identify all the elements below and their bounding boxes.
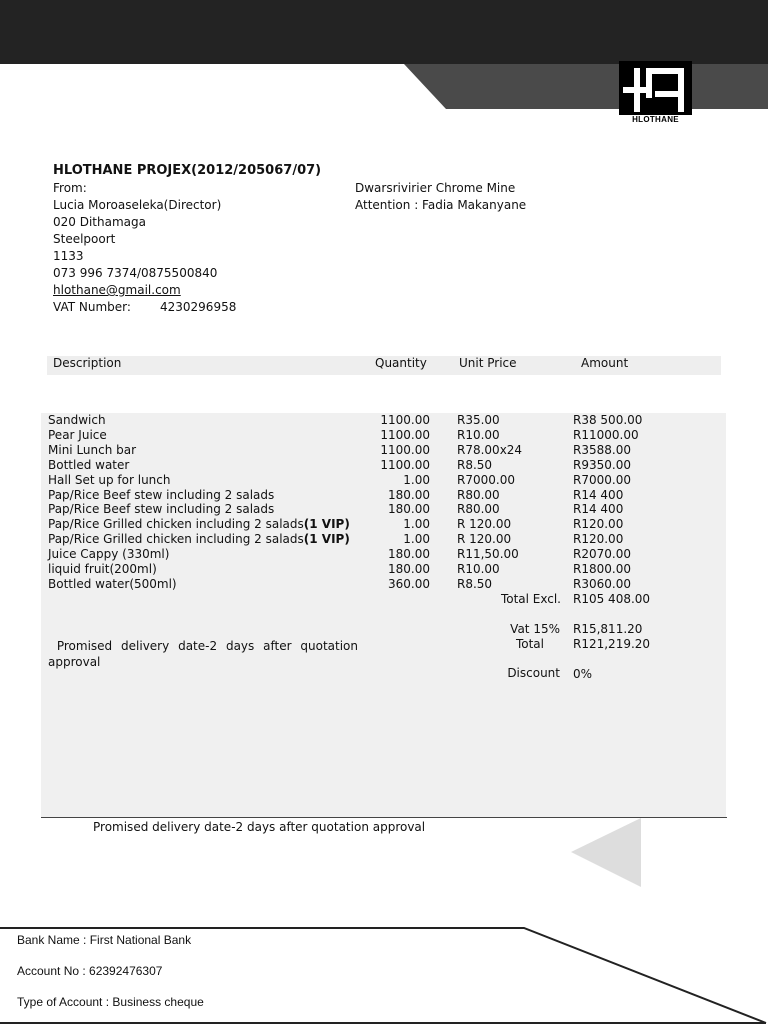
header-description: Description [53, 356, 122, 370]
total-label: Total [515, 637, 544, 651]
logo-wordmark: HLOTHANE [619, 115, 692, 125]
row-unit-price: R7000.00 [457, 473, 515, 487]
header-unit-price: Unit Price [459, 356, 517, 370]
row-unit-price: R80.00 [457, 502, 500, 516]
row-amount: R2070.00 [573, 547, 631, 561]
total-excl-value: R105 408.00 [573, 592, 651, 606]
row-description: Bottled water [48, 458, 130, 472]
row-amount: R9350.00 [573, 458, 631, 472]
row-quantity: 180.00 [388, 562, 430, 576]
row-description: Bottled water(500ml) [48, 577, 177, 591]
row-unit-price: R10.00 [457, 428, 500, 442]
discount-value: 0% [573, 667, 593, 681]
row-quantity: 1100.00 [380, 413, 430, 427]
row-amount: R3060.00 [573, 577, 631, 591]
sender-details [53, 180, 236, 316]
vat-line [53, 299, 236, 316]
row-amount: R14 400 [573, 502, 624, 516]
client-attention: Attention : Fadia Makanyane [355, 198, 527, 212]
row-quantity: 1.00 [403, 532, 430, 546]
row-description [48, 517, 350, 532]
logo-mark-icon [619, 61, 692, 115]
row-unit-price: R 120.00 [457, 517, 512, 531]
bank-name: Bank Name : First National Bank [17, 933, 192, 947]
bank-account-type: Type of Account : Business cheque [17, 995, 204, 1009]
row-quantity: 180.00 [388, 488, 430, 502]
row-description: Sandwich [48, 413, 106, 427]
row-description-vip: (1 VIP) [303, 517, 350, 531]
delivery-note-text: Promised delivery date-2 days after quotation approval [48, 639, 358, 669]
row-quantity: 1.00 [403, 473, 430, 487]
row-quantity: 180.00 [388, 547, 430, 561]
row-quantity: 1.00 [403, 517, 430, 531]
row-amount: R11000.00 [573, 428, 639, 442]
row-unit-price: R8.50 [457, 458, 493, 472]
row-quantity: 360.00 [388, 577, 430, 591]
header-quantity: Quantity [375, 356, 427, 370]
row-amount: R14 400 [573, 488, 624, 502]
row-amount: R7000.00 [573, 473, 631, 487]
row-description: liquid fruit(200ml) [48, 562, 157, 576]
delivery-note-footer: Promised delivery date-2 days after quotation approval [93, 820, 426, 834]
sender-email-link[interactable]: hlothane@gmail.com [53, 283, 181, 297]
row-unit-price: R78.00x24 [457, 443, 523, 457]
decorative-triangle [570, 817, 642, 889]
row-description [48, 532, 350, 547]
row-description: Juice Cappy (330ml) [48, 547, 170, 561]
vat-label: VAT Number: [53, 300, 131, 314]
header-amount: Amount [581, 356, 629, 370]
row-quantity: 1100.00 [380, 458, 430, 472]
sender-postal-code: 1133 [53, 249, 84, 263]
vat-number: 4230296958 [160, 300, 237, 314]
from-label: From: [53, 181, 87, 195]
client-name: Dwarsrivirier Chrome Mine [355, 181, 516, 195]
row-unit-price: R 120.00 [457, 532, 512, 546]
sender-contact: Lucia Moroaseleka(Director) [53, 198, 222, 212]
bank-account-number: Account No : 62392476307 [17, 964, 163, 978]
sender-address-line2: Steelpoort [53, 232, 116, 246]
row-description-text: Pap/Rice Grilled chicken including 2 salads [48, 532, 304, 546]
row-amount: R1800.00 [573, 562, 631, 576]
row-quantity: 180.00 [388, 502, 430, 516]
row-amount: R120.00 [573, 517, 624, 531]
row-amount: R3588.00 [573, 443, 631, 457]
discount-label: Discount [507, 666, 560, 680]
row-description: Pap/Rice Beef stew including 2 salads [48, 488, 275, 502]
total-excl-label: Total Excl. [500, 592, 561, 606]
row-unit-price: R35.00 [457, 413, 500, 427]
row-amount: R38 500.00 [573, 413, 643, 427]
row-unit-price: R10.00 [457, 562, 500, 576]
row-quantity: 1100.00 [380, 428, 430, 442]
company-logo [619, 61, 692, 125]
row-amount: R120.00 [573, 532, 624, 546]
row-unit-price: R8.50 [457, 577, 493, 591]
row-description: Hall Set up for lunch [48, 473, 171, 487]
delivery-note-panel [48, 638, 358, 670]
row-description: Pap/Rice Beef stew including 2 salads [48, 502, 275, 516]
row-description: Pear Juice [48, 428, 107, 442]
client-details [355, 180, 526, 214]
row-description-text: Pap/Rice Grilled chicken including 2 salads [48, 517, 304, 531]
sender-address-line1: 020 Dithamaga [53, 215, 146, 229]
row-description-vip: (1 VIP) [303, 532, 350, 546]
row-unit-price: R11,50.00 [457, 547, 519, 561]
sender-phones: 073 996 7374/0875500840 [53, 266, 218, 280]
row-unit-price: R80.00 [457, 488, 500, 502]
total-value: R121,219.20 [573, 637, 651, 651]
vat-value: R15,811.20 [573, 622, 643, 636]
vat-label: Vat 15% [510, 622, 560, 636]
row-description: Mini Lunch bar [48, 443, 137, 457]
company-title: HLOTHANE PROJEX(2012/205067/07) [53, 163, 322, 178]
row-quantity: 1100.00 [380, 443, 430, 457]
